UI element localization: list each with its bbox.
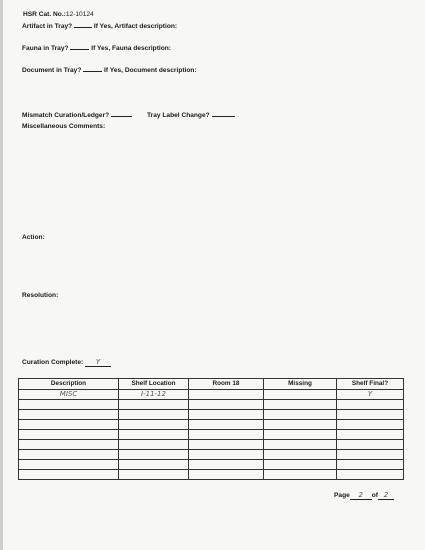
document-question: Document in Tray?	[22, 67, 82, 74]
table-header-row	[19, 379, 404, 390]
curation-complete-label: Curation Complete:	[22, 359, 84, 366]
tray-label-row	[147, 110, 235, 120]
page-number[interactable]: 2	[350, 491, 372, 500]
table-cell[interactable]	[119, 420, 189, 430]
table-cell[interactable]	[119, 400, 189, 410]
column-header: Shelf Location	[119, 379, 189, 390]
table-cell[interactable]	[19, 460, 119, 470]
page-edge	[0, 0, 3, 550]
table-cell[interactable]	[264, 400, 337, 410]
table-cell[interactable]	[19, 400, 119, 410]
table-cell[interactable]	[19, 420, 119, 430]
document-blank[interactable]	[83, 65, 102, 72]
table-cell[interactable]	[264, 390, 337, 400]
table-cell[interactable]	[189, 390, 264, 400]
table-cell[interactable]	[264, 440, 337, 450]
table-row	[19, 400, 404, 410]
table-cell[interactable]	[189, 460, 264, 470]
page-counter	[334, 491, 394, 500]
table-cell[interactable]	[189, 430, 264, 440]
catalog-value: 12-10124	[65, 11, 94, 18]
tray-label-blank[interactable]	[212, 110, 235, 117]
table-cell[interactable]	[19, 450, 119, 460]
table-cell[interactable]	[189, 420, 264, 430]
table-row	[19, 470, 404, 480]
resolution-label: Resolution:	[22, 292, 59, 299]
page-total[interactable]: 2	[378, 491, 394, 500]
table-cell[interactable]	[19, 470, 119, 480]
artifact-blank[interactable]	[74, 21, 92, 28]
table-cell[interactable]	[337, 470, 404, 480]
table-cell[interactable]	[189, 450, 264, 460]
of-label: of	[371, 492, 378, 499]
table-row	[19, 390, 404, 400]
tray-label-change-label: Tray Label Change?	[147, 112, 210, 119]
table-cell[interactable]	[337, 400, 404, 410]
fauna-question: Fauna in Tray?	[22, 45, 69, 52]
table-cell[interactable]	[337, 440, 404, 450]
table-row	[19, 420, 404, 430]
mismatch-blank[interactable]	[111, 110, 132, 117]
column-header: Description	[19, 379, 119, 390]
table-cell[interactable]	[189, 410, 264, 420]
mismatch-label: Mismatch Curation/Ledger?	[22, 112, 110, 119]
table-cell[interactable]	[189, 400, 264, 410]
column-header: Missing	[264, 379, 337, 390]
table-row	[19, 460, 404, 470]
artifact-question: Artifact in Tray?	[22, 23, 73, 30]
table-cell[interactable]	[264, 430, 337, 440]
table-cell[interactable]	[337, 460, 404, 470]
catalog-number	[23, 12, 94, 19]
catalog-label: HSR Cat. No.:	[23, 11, 66, 18]
table-cell[interactable]	[264, 410, 337, 420]
mismatch-row	[22, 110, 132, 120]
fauna-blank[interactable]	[70, 43, 89, 50]
table-cell[interactable]	[337, 450, 404, 460]
table-cell[interactable]	[119, 410, 189, 420]
table-cell[interactable]	[337, 410, 404, 420]
table-cell[interactable]	[119, 460, 189, 470]
table-row	[19, 450, 404, 460]
column-header: Room 18	[189, 379, 264, 390]
table-cell[interactable]	[264, 420, 337, 430]
table-row	[19, 430, 404, 440]
column-header: Shelf Final?	[337, 379, 404, 390]
action-label: Action:	[22, 234, 45, 241]
fauna-row	[22, 43, 171, 53]
table-row	[19, 440, 404, 450]
table-cell[interactable]	[19, 410, 119, 420]
table-cell[interactable]	[119, 450, 189, 460]
table-cell[interactable]: MISC	[19, 390, 119, 400]
curation-complete-row	[22, 359, 111, 367]
artifact-description-label: If Yes, Artifact description:	[93, 23, 178, 30]
table-cell[interactable]	[119, 430, 189, 440]
table-cell[interactable]	[119, 440, 189, 450]
document-description-label: If Yes, Document description:	[104, 67, 197, 74]
table-cell[interactable]	[264, 470, 337, 480]
table-cell[interactable]	[337, 430, 404, 440]
table-cell[interactable]	[264, 450, 337, 460]
artifact-row	[22, 21, 177, 31]
table-cell[interactable]	[189, 470, 264, 480]
table-cell[interactable]: Y	[337, 390, 404, 400]
table-cell[interactable]	[189, 440, 264, 450]
curation-complete-value[interactable]: Y	[85, 359, 111, 367]
table-cell[interactable]	[337, 420, 404, 430]
table-row	[19, 410, 404, 420]
misc-comments-label: Miscellaneous Comments:	[22, 123, 106, 130]
table-cell[interactable]: I-11-12	[119, 390, 189, 400]
shelf-table	[18, 378, 404, 480]
page-label: Page	[334, 492, 350, 499]
table-cell[interactable]	[119, 470, 189, 480]
fauna-description-label: If Yes, Fauna description:	[91, 45, 171, 52]
table-cell[interactable]	[264, 460, 337, 470]
document-row	[22, 65, 197, 75]
table-cell[interactable]	[19, 440, 119, 450]
table-cell[interactable]	[19, 430, 119, 440]
